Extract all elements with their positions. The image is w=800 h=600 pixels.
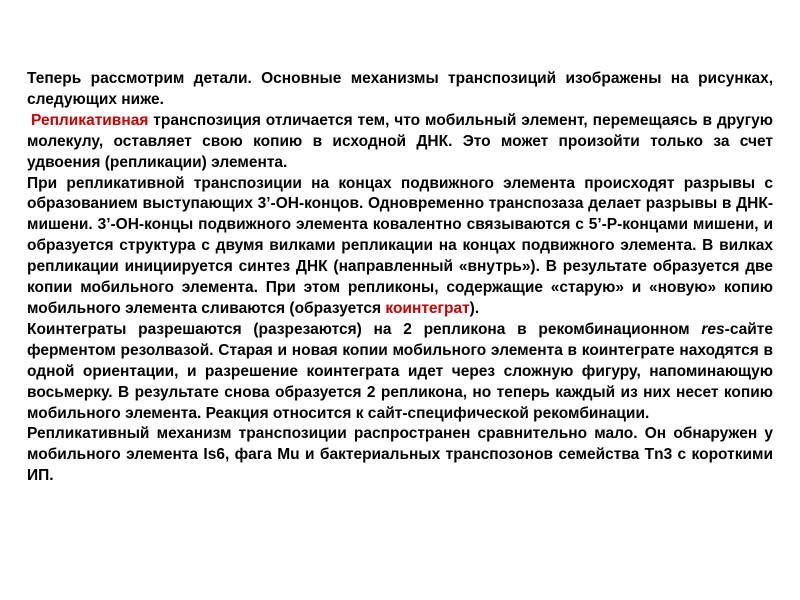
- paragraph-replicative-definition-text: транспозиция отличается тем, что мобильный элемент, перемещаясь в другую молекулу, оставляет свою копию в исходной ДНК. Это может произойти только за счет удвоения (репликации) элемента.: [27, 111, 773, 171]
- slide-text-body: [27, 69, 773, 487]
- paragraph-resolution-text: Коинтеграты разрешаются (разрезаются) на 2 репликона в рекомбинационном: [27, 320, 702, 338]
- paragraph-replicative-definition: [27, 111, 773, 174]
- term-replicative-highlight: Репликативная: [31, 111, 149, 129]
- paragraph-mechanism-tail: ).: [469, 299, 480, 317]
- paragraph-mechanism-text: При репликативной транспозиции на концах подвижного элемента происходят разрывы с образованием выступающих 3’-OH-концов. Одновременно транспозаза делает разрывы в ДНК-мишени. 3’-OH-концы подвижного элемента ковалентно связываются с 5’-P-концами мишени, и образуется структура с двумя вилками репликации на концах подвижного элемента. В вилках репликации инициируется синтез ДНК (направленный «внутрь»). В результате образуется две копии мобильного элемента. При этом репликоны, содержащие «старую» и «новую» копию мобильного элемента сливаются (образуется: [27, 174, 773, 317]
- paragraph-distribution: Репликативный механизм транспозиции распространен сравнительно мало. Он обнаружен у мобильного элемента Is6, фага Mu и бактериальных транспозонов семейства Tn3 с короткими ИП.: [27, 425, 773, 485]
- paragraph-mechanism: [27, 174, 773, 320]
- paragraph-resolution: [27, 320, 773, 425]
- paragraph-intro: Теперь рассмотрим детали. Основные механизмы транспозиций изображены на рисунках, следующих ниже.: [27, 70, 773, 108]
- term-res-italic: res: [701, 320, 725, 338]
- term-cointegrate-highlight: коинтеграт: [385, 299, 470, 317]
- paragraph-resolution-tail: -сайте ферментом резолвазой. Старая и новая копии мобильного элемента в коинтеграте находятся в одной ориентации, и разрешение коинтеграта идет через сложную фигуру, напоминающую восьмерку. В результате снова образуется 2 репликона, но теперь каждый из них несет копию мобильного элемента. Реакция относится к сайт-специфической рекомбинации.: [27, 320, 773, 422]
